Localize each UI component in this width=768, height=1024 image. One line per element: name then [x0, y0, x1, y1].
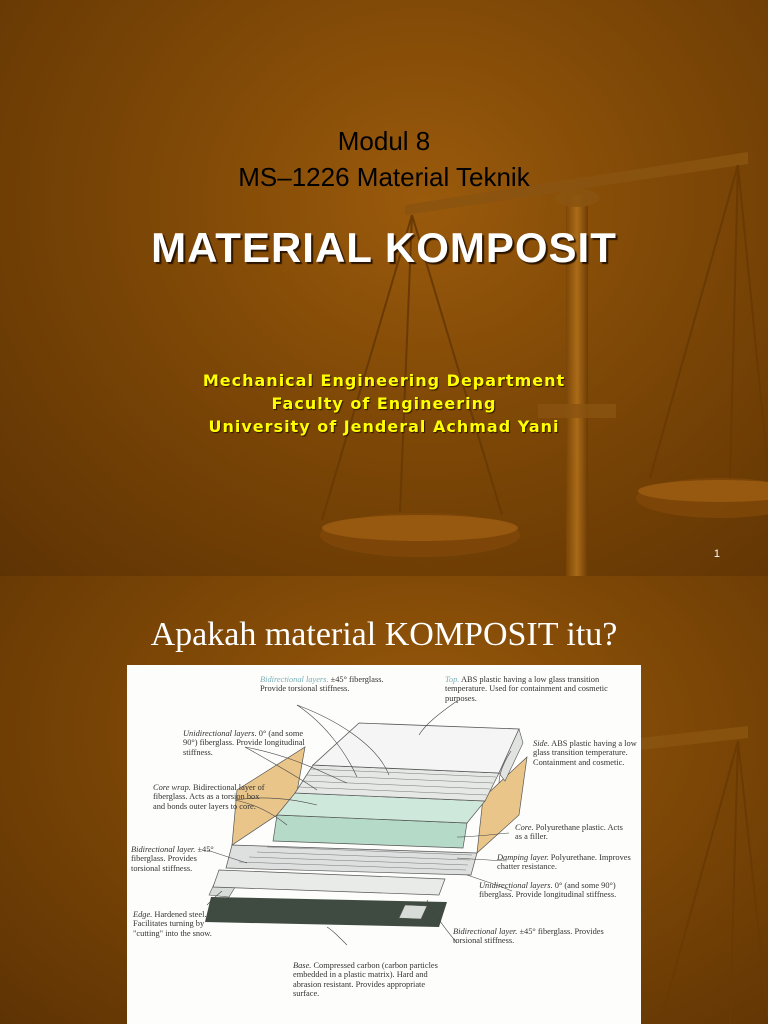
label-core: Core. Polyurethane plastic. Acts as a filler. [515, 823, 623, 842]
label-side: Side. ABS plastic having a low glass transition temperature. Containment and cosmetic. [533, 739, 637, 767]
label-top: Top. ABS plastic having a low glass transition temperature. Used for containment and cosmetic purposes. [445, 675, 608, 703]
label-base: Base. Compressed carbon (carbon particles embedded in a plastic matrix). Hard and abrasion resistant. Provides appropriate surface. [293, 961, 438, 999]
label-unidirectional-layers-top: Unidirectional layers. 0° (and some 90°) fiberglass. Provide longitudinal stiffness. [183, 729, 305, 757]
label-bidirectional-layer-bottom: Bidirectional layer. ±45° fiberglass. Provides torsional stiffness. [453, 927, 604, 946]
label-edge: Edge. Hardened steel. Facilitates turning by "cutting" into the snow. [133, 910, 212, 938]
label-bidirectional-layers-top: Bidirectional layers. ±45° fiberglass. Provide torsional stiffness. [260, 675, 384, 694]
slide-number: 1 [713, 548, 720, 560]
course-title: MS–1226 Material Teknik [238, 162, 530, 192]
label-damping-layer: Damping layer. Polyurethane. Improves chatter resistance. [497, 853, 631, 872]
module-number: Modul 8 [337, 126, 431, 156]
label-unidirectional-layers-bottom: Unidirectional layers. 0° (and some 90°) fiberglass. Provide longitudinal stiffness. [479, 881, 617, 900]
slide-question: Apakah material KOMPOSIT itu? [150, 616, 618, 653]
slide-title: MATERIAL KOMPOSIT [151, 224, 617, 271]
label-bidirectional-layer-left: Bidirectional layer. ±45° fiberglass. Provides torsional stiffness. [131, 845, 214, 873]
university-name: University of Jenderal Achmad Yani [208, 417, 560, 436]
department-name: Mechanical Engineering Department [202, 371, 566, 390]
faculty-name: Faculty of Engineering [271, 394, 497, 413]
ski-composite-diagram [127, 665, 641, 1024]
content-slide [0, 576, 768, 1024]
label-core-wrap: Core wrap. Bidirectional layer of fiberglass. Acts as a torsion box and bonds outer layers to core. [153, 783, 265, 811]
